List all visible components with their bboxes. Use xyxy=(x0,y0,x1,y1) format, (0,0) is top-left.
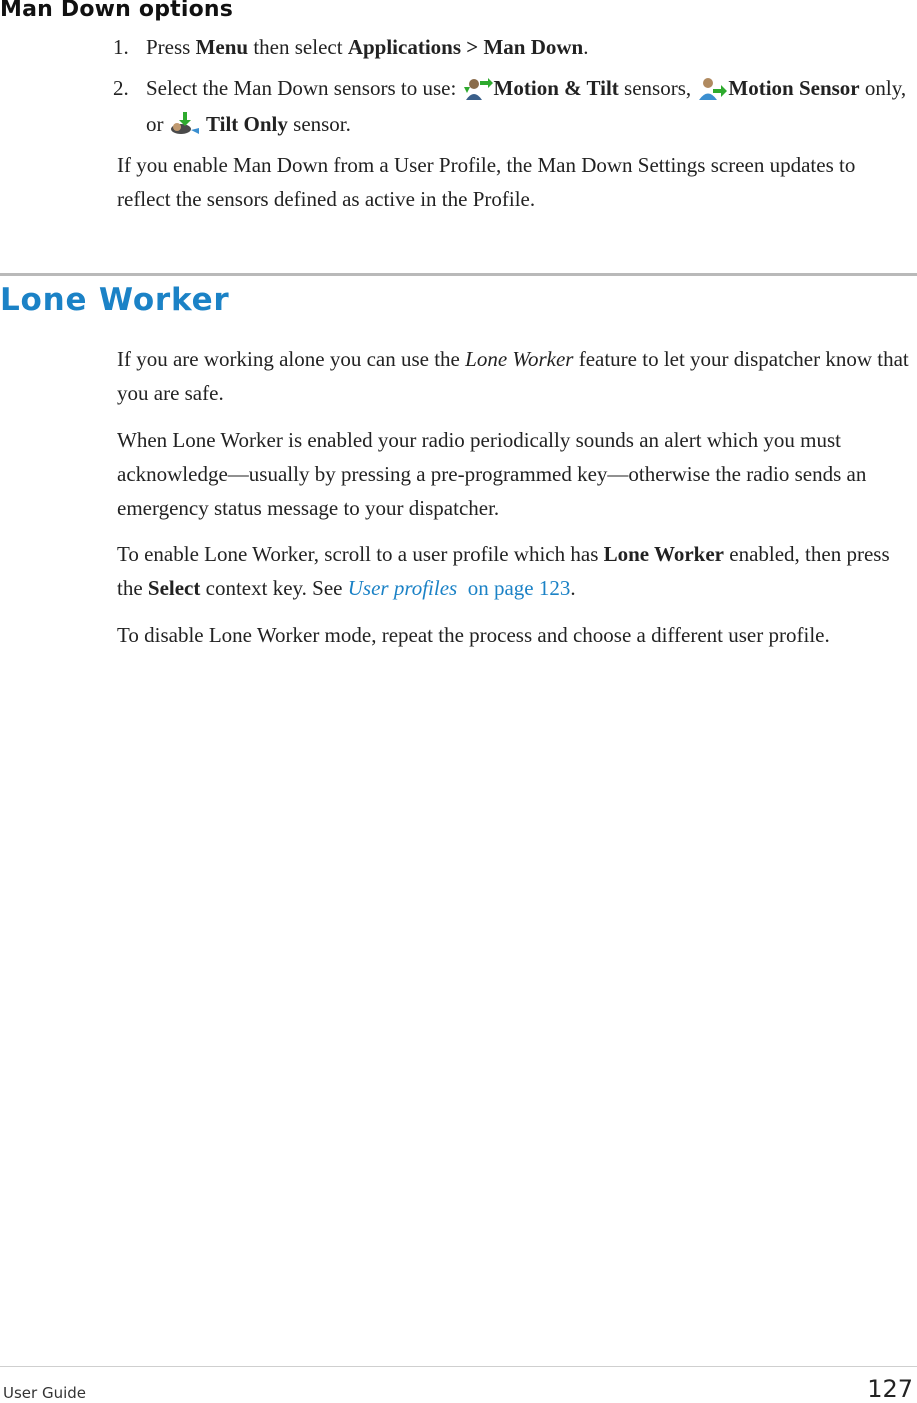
lone-worker-option-label: Lone Worker xyxy=(603,542,724,566)
select-key-label: Select xyxy=(147,576,201,600)
tilt-only-icon xyxy=(169,111,201,137)
step-number: 2. xyxy=(113,76,129,100)
motion-tilt-label: Motion & Tilt xyxy=(493,76,619,100)
motion-sensor-label-1: Motion Sensor xyxy=(728,76,860,100)
feature-name: Lone Worker xyxy=(465,347,574,371)
lone-worker-enable: To enable Lone Worker, scroll to a user profile which has Lone Worker enabled, then press the Select context key. See User profiles on page 123. xyxy=(117,542,890,600)
lone-worker-intro: If you are working alone you can use the Lone Worker feature to let your dispatcher know that you are safe. xyxy=(117,347,909,405)
motion-tilt-icon xyxy=(462,75,494,101)
step-2 xyxy=(113,70,913,142)
section-heading-man-down-options: Man Down options xyxy=(0,0,234,22)
footer-label: User Guide xyxy=(3,1384,87,1402)
step-2-text: Select the Man Down sensors to use: Motion & Tilt sensors, Motion Sensor only, or Tilt Only sensor. xyxy=(146,76,907,136)
step-number: 1. xyxy=(113,35,129,59)
menu-path-label: Applications > Man Down xyxy=(347,35,584,59)
lone-worker-disable: To disable Lone Worker mode, repeat the process and choose a different user profile. xyxy=(117,623,830,647)
tilt-only-label: Tilt Only xyxy=(206,112,288,136)
menu-key-label: Menu xyxy=(195,35,249,59)
footer-divider xyxy=(0,1366,917,1367)
man-down-note: If you enable Man Down from a User Profile, the Man Down Settings screen updates to reflect the sensors defined as active in the Profile. xyxy=(117,153,856,211)
lone-worker-description: When Lone Worker is enabled your radio periodically sounds an alert which you must acknowledge—usually by pressing a pre-programmed key—otherwise the radio sends an emergency status message to your dispatcher. xyxy=(117,428,867,520)
page-number: 127 xyxy=(867,1375,913,1403)
section-heading-lone-worker: Lone Worker xyxy=(0,282,230,318)
step-1 xyxy=(113,30,913,64)
section-divider xyxy=(0,273,917,276)
motion-sensor-icon xyxy=(696,75,728,101)
step-1-text: Press Menu then select Applications > Man Down. xyxy=(146,35,589,59)
user-profiles-link[interactable]: User profiles on page 123 xyxy=(347,576,571,600)
